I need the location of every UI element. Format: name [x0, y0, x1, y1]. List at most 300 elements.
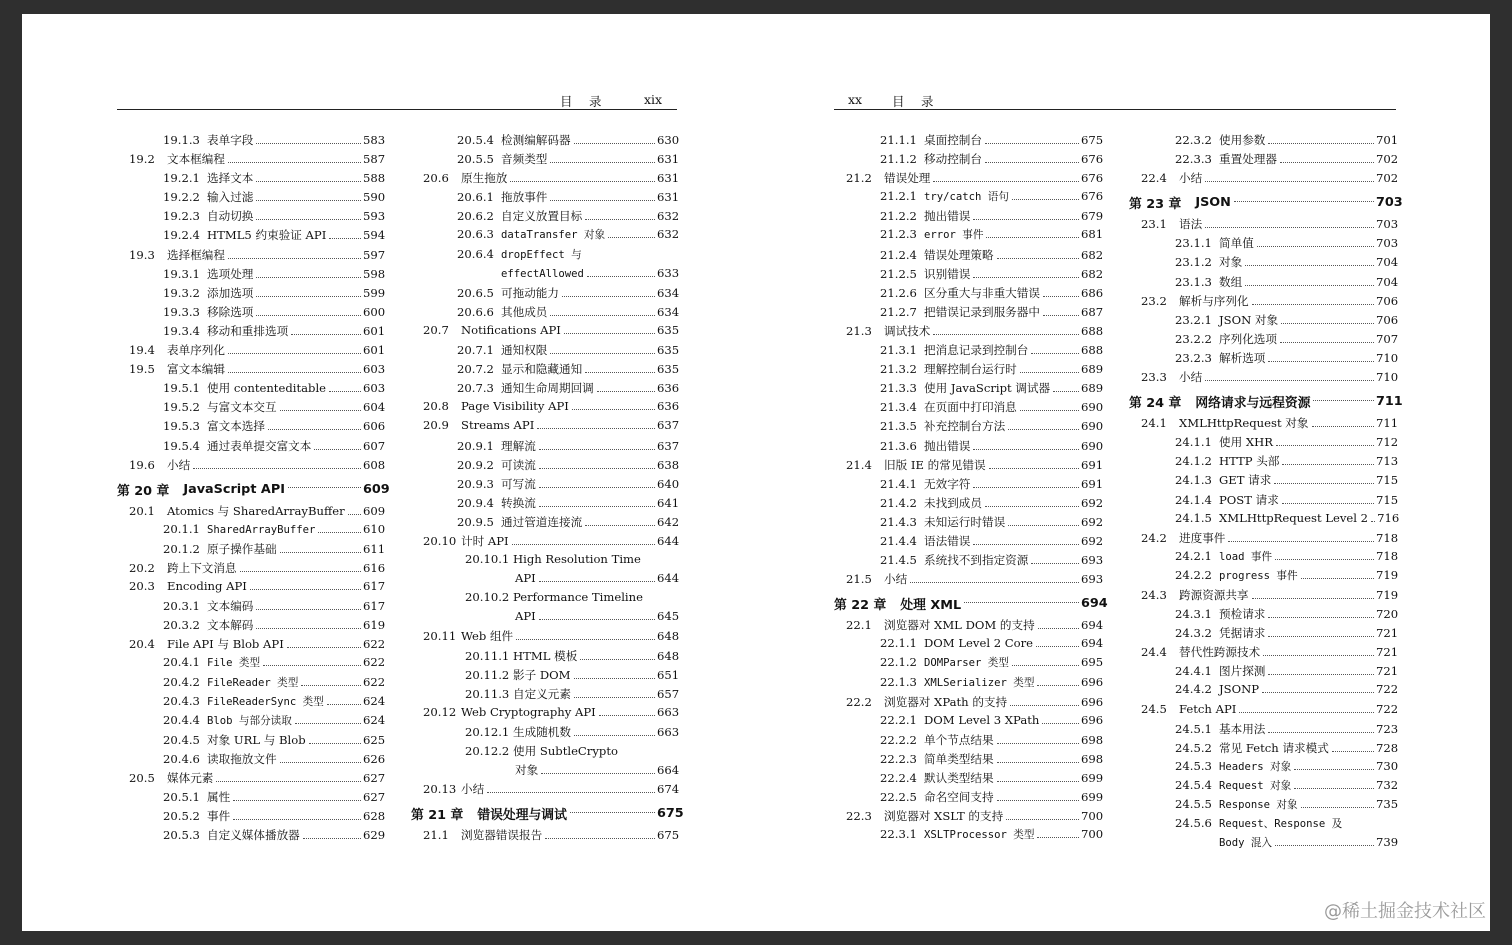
entry-title: 理解流 [501, 438, 536, 453]
subsection-entry[interactable] [834, 361, 1104, 380]
section-entry[interactable] [1129, 644, 1399, 663]
subsection-entry[interactable] [834, 712, 1104, 732]
dot-leader [1282, 464, 1374, 465]
dot-leader [487, 792, 655, 793]
subsection-entry[interactable] [117, 617, 386, 636]
section-entry[interactable] [117, 636, 386, 655]
entry-number: 20.3.1 [163, 599, 200, 614]
subsection-entry[interactable] [117, 732, 386, 751]
section-entry[interactable] [834, 617, 1104, 636]
section-entry[interactable] [411, 628, 680, 647]
dot-leader [1332, 751, 1374, 752]
entry-number: 20.9.3 [457, 476, 494, 491]
subsection-entry[interactable] [117, 598, 386, 617]
subsection-entry[interactable] [834, 285, 1104, 304]
subsection-entry[interactable] [117, 170, 386, 189]
dot-leader [1234, 201, 1374, 202]
page-number: 617 [363, 579, 386, 594]
entry-number: 21.4.5 [880, 553, 917, 568]
entry-number: 19.2.3 [163, 209, 200, 224]
subsection-entry[interactable] [1129, 721, 1399, 740]
subsection-entry[interactable] [411, 762, 680, 781]
page-number: 635 [657, 343, 680, 358]
subsection-entry[interactable] [834, 495, 1104, 514]
subsection-entry[interactable] [1129, 625, 1399, 644]
subsection-entry[interactable] [834, 208, 1104, 227]
subsection-entry[interactable] [1129, 663, 1399, 682]
page-number: 629 [363, 828, 386, 843]
subsection-entry[interactable] [1129, 606, 1399, 625]
page-number: 675 [1081, 133, 1104, 147]
dot-leader [1280, 162, 1374, 163]
page-number: 638 [657, 457, 680, 472]
entry-title: Streams API [461, 418, 535, 433]
page-number: 706 [1376, 293, 1399, 308]
subsection-entry[interactable] [834, 827, 1104, 846]
section-entry[interactable] [1129, 587, 1399, 606]
dot-leader [973, 277, 1079, 278]
section-entry[interactable] [117, 503, 386, 522]
dot-leader [268, 429, 361, 430]
page-number: 648 [657, 648, 680, 663]
entry-title: 检测编解码器 [501, 133, 571, 147]
subsection-entry[interactable] [1129, 797, 1399, 816]
page-number: 735 [1376, 797, 1399, 811]
dot-leader [985, 506, 1079, 507]
subsection-entry[interactable] [1129, 567, 1399, 587]
entry-title: 理解控制台运行时 [924, 362, 1017, 377]
chapter-entry[interactable] [117, 476, 390, 503]
subsection-entry[interactable] [411, 667, 680, 686]
page-number: 689 [1081, 381, 1104, 396]
subsection-entry[interactable] [1129, 254, 1399, 273]
section-entry[interactable] [834, 170, 1104, 189]
entry-number: 21.2.4 [880, 247, 917, 262]
entry-title: 浏览器对 XML DOM 的支持 [884, 618, 1035, 633]
dot-leader [1282, 503, 1374, 504]
page-number: 704 [1376, 255, 1399, 270]
section-entry[interactable] [1129, 293, 1399, 312]
subsection-entry[interactable] [411, 724, 680, 743]
dot-leader [288, 487, 361, 488]
entry-number: 21.1 [423, 828, 449, 843]
section-entry[interactable] [411, 418, 680, 437]
dot-leader [1012, 665, 1079, 666]
dot-leader [933, 181, 1079, 182]
subsection-entry[interactable] [411, 189, 680, 208]
page-number: 713 [1376, 454, 1399, 469]
subsection-entry[interactable] [834, 476, 1104, 495]
entry-title: Body 混入 [1219, 837, 1273, 850]
section-entry[interactable] [411, 827, 680, 846]
subsection-entry[interactable] [1129, 453, 1399, 472]
entry-title: File API 与 Blob API [167, 637, 284, 652]
subsection-entry[interactable] [834, 533, 1104, 552]
entry-title: 小结 [167, 457, 191, 472]
page-number: 722 [1376, 701, 1399, 716]
subsection-entry[interactable] [411, 361, 680, 380]
subsection-entry[interactable] [1129, 151, 1399, 170]
subsection-entry[interactable] [834, 770, 1104, 789]
subsection-entry[interactable] [834, 751, 1104, 770]
dot-leader [280, 410, 361, 411]
section-entry[interactable] [1129, 170, 1399, 189]
subsection-entry[interactable] [411, 495, 680, 514]
subsection-entry[interactable] [1129, 492, 1399, 511]
entry-number: 21.2.1 [880, 189, 917, 204]
subsection-entry[interactable] [834, 655, 1104, 674]
subsection-entry[interactable] [117, 751, 386, 770]
subsection-entry[interactable] [834, 151, 1104, 170]
subsection-entry[interactable] [834, 418, 1104, 437]
subsection-entry[interactable] [117, 789, 386, 808]
entry-number: 21.3.3 [880, 381, 917, 396]
subsection-entry[interactable] [1129, 350, 1399, 369]
subsection-entry[interactable] [834, 732, 1104, 751]
page-number: 583 [363, 133, 386, 147]
page-number: 720 [1376, 607, 1399, 622]
subsection-entry[interactable] [1129, 835, 1399, 854]
entry-title: dropEffect 与 [501, 248, 582, 261]
section-entry[interactable] [117, 579, 386, 598]
entry-title: Atomics 与 SharedArrayBuffer [167, 503, 345, 518]
dot-leader [1043, 296, 1079, 297]
subsection-entry[interactable] [411, 380, 680, 399]
subsection-entry[interactable] [117, 380, 386, 399]
subsection-entry[interactable] [117, 189, 386, 208]
dot-leader [550, 200, 655, 201]
section-entry[interactable] [1129, 701, 1399, 721]
subsection-entry[interactable] [117, 285, 386, 304]
section-entry[interactable] [411, 322, 680, 342]
entry-number: 21.3.1 [880, 343, 917, 358]
page-number: 637 [657, 438, 680, 453]
chapter-entry[interactable] [834, 590, 1108, 617]
subsection-entry[interactable] [834, 266, 1104, 285]
subsection-entry[interactable] [117, 693, 386, 713]
entry-number: 第 20 章 [117, 483, 170, 499]
dot-leader [256, 628, 361, 629]
entry-number: 24.1.5 [1175, 510, 1212, 525]
section-entry[interactable] [411, 533, 680, 552]
dot-leader [1263, 655, 1374, 656]
dot-leader [1301, 807, 1374, 808]
section-entry[interactable] [411, 781, 680, 800]
section-entry[interactable] [117, 560, 386, 579]
entry-title: Encoding API [167, 579, 247, 594]
subsection-entry[interactable] [834, 514, 1104, 533]
subsection-entry[interactable] [411, 285, 680, 304]
subsection-entry[interactable] [411, 247, 677, 266]
section-entry[interactable] [834, 323, 1104, 342]
page-number: 601 [363, 343, 386, 358]
subsection-entry[interactable] [1129, 740, 1399, 759]
entry-title: 富文本选择 [207, 419, 265, 434]
entry-title: 原子操作基础 [207, 541, 277, 556]
dot-leader [1228, 541, 1374, 542]
subsection-entry[interactable] [834, 227, 1104, 246]
entry-title: 补充控制台方法 [924, 419, 1006, 434]
subsection-entry[interactable] [834, 304, 1104, 323]
subsection-entry[interactable] [117, 827, 386, 846]
entry-title: 使用 XHR [1219, 435, 1273, 450]
section-entry[interactable] [117, 770, 386, 789]
page-number: 608 [363, 457, 386, 472]
section-entry[interactable] [411, 399, 680, 418]
dot-leader [1268, 636, 1374, 637]
dot-leader [973, 544, 1079, 545]
toc-column-3 [834, 132, 1108, 846]
dot-leader [1280, 342, 1374, 343]
subsection-entry[interactable] [117, 399, 386, 418]
subsection-entry[interactable] [117, 304, 386, 323]
entry-number: 24.4.1 [1175, 664, 1212, 679]
subsection-entry[interactable] [411, 227, 680, 246]
page-number: 640 [657, 476, 680, 491]
dot-leader [1036, 646, 1079, 647]
subsection-entry[interactable] [834, 342, 1104, 361]
page-number: 617 [363, 599, 386, 614]
subsection-entry[interactable] [411, 609, 680, 628]
page-number: 690 [1081, 438, 1104, 453]
page-number: 676 [1081, 189, 1104, 204]
chapter-entry[interactable] [1129, 388, 1403, 415]
subsection-entry[interactable] [411, 686, 680, 705]
entry-number: 19.2.4 [163, 228, 200, 243]
entry-number: 20.11.3 [465, 686, 510, 701]
subsection-entry[interactable] [834, 189, 1104, 208]
entry-number: 24.5 [1141, 701, 1167, 716]
entry-number: 23.1 [1141, 217, 1167, 232]
entry-title: 可读流 [501, 457, 536, 472]
subsection-entry[interactable] [1129, 816, 1396, 835]
section-entry[interactable] [117, 247, 386, 266]
entry-title: 拖放事件 [501, 190, 548, 205]
entry-title: 区分重大与非重大错误 [924, 285, 1040, 300]
entry-number: 24.5.2 [1175, 740, 1212, 755]
section-entry[interactable] [834, 457, 1104, 476]
dot-leader [550, 315, 655, 316]
subsection-entry[interactable] [834, 789, 1104, 808]
subsection-entry[interactable] [834, 438, 1104, 457]
subsection-entry[interactable] [411, 342, 680, 361]
dot-leader [1301, 578, 1374, 579]
entry-title: Request 对象 [1219, 779, 1292, 792]
entry-title: 语法错误 [924, 533, 971, 548]
entry-number: 22.1.3 [880, 674, 917, 689]
entry-title: 浏览器对 XSLT 的支持 [884, 809, 1004, 824]
subsection-entry[interactable] [834, 674, 1104, 694]
dot-leader [1008, 429, 1079, 430]
entry-number: 20.1.1 [163, 521, 200, 536]
entry-title: XMLHttpRequest 对象 [1179, 416, 1309, 431]
dot-leader [228, 372, 361, 373]
subsection-entry[interactable] [411, 438, 680, 457]
subsection-entry[interactable] [1129, 548, 1399, 568]
subsection-entry[interactable] [1129, 331, 1399, 350]
subsection-entry[interactable] [411, 514, 680, 533]
entry-number: 24.5.6 [1175, 816, 1212, 831]
entry-number: 21.3 [846, 323, 872, 338]
entry-title: 对象 URL 与 Blob [207, 732, 306, 747]
entry-number: 19.1.3 [163, 133, 200, 147]
subsection-entry[interactable] [411, 648, 680, 667]
subsection-entry[interactable] [117, 227, 386, 246]
subsection-entry[interactable] [117, 323, 386, 342]
page-number: 693 [1081, 553, 1104, 568]
subsection-entry[interactable] [1129, 235, 1399, 254]
subsection-entry[interactable] [834, 636, 1104, 655]
section-entry[interactable] [1129, 216, 1399, 235]
subsection-entry[interactable] [1129, 777, 1399, 797]
section-entry[interactable] [117, 457, 386, 476]
entry-title: 错误处理 [884, 171, 931, 186]
subsection-entry[interactable] [834, 132, 1104, 151]
entry-title: XMLHttpRequest Level 2 [1219, 510, 1369, 525]
entry-title: JSONP [1219, 682, 1260, 697]
page-number: 696 [1081, 712, 1104, 727]
entry-title: HTML 模板 [513, 648, 578, 663]
entry-title: 自动切换 [207, 209, 254, 224]
page-number: 715 [1376, 492, 1399, 507]
subsection-entry[interactable] [1129, 510, 1400, 530]
subsection-entry[interactable] [834, 380, 1104, 399]
entry-number: 22.1 [846, 618, 872, 633]
subsection-entry[interactable] [117, 712, 386, 732]
entry-number: 22.3.3 [1175, 152, 1212, 167]
entry-title: HTML5 约束验证 API [207, 228, 327, 243]
subsection-entry[interactable] [411, 457, 680, 476]
dot-leader [1252, 598, 1374, 599]
subsection-entry[interactable] [834, 552, 1104, 571]
entry-title: 进度事件 [1179, 530, 1226, 545]
page-number: 688 [1081, 323, 1104, 338]
subsection-entry[interactable] [834, 247, 1104, 266]
section-entry[interactable] [117, 342, 386, 361]
page-number: 634 [657, 304, 680, 319]
entry-title: 抛出错误 [924, 438, 971, 453]
subsection-entry[interactable] [117, 208, 386, 227]
entry-number: 22.2.4 [880, 771, 917, 785]
entry-title: 小结 [1179, 171, 1203, 186]
subsection-entry[interactable] [117, 655, 386, 674]
subsection-entry[interactable] [411, 208, 680, 227]
dot-leader [1252, 304, 1374, 305]
dot-leader [1262, 692, 1374, 693]
entry-title: DOM Level 2 Core [924, 636, 1034, 651]
entry-title: 原生拖放 [461, 171, 508, 186]
section-entry[interactable] [117, 361, 386, 380]
page-number: 704 [1376, 274, 1399, 289]
section-entry[interactable] [411, 704, 680, 724]
entry-number: 22.2.5 [880, 790, 917, 805]
dot-leader [1294, 769, 1374, 770]
page-number: 599 [363, 285, 386, 300]
dot-leader [1020, 410, 1079, 411]
entry-title: 图片探测 [1219, 664, 1266, 679]
subsection-entry[interactable] [411, 132, 680, 151]
subsection-entry[interactable] [117, 438, 386, 457]
page-number: 695 [1081, 655, 1104, 670]
dot-leader [585, 525, 655, 526]
entry-number: 23.3 [1141, 370, 1167, 385]
dot-leader [973, 219, 1079, 220]
chapter-entry[interactable] [411, 800, 684, 827]
subsection-entry[interactable] [1129, 274, 1399, 293]
entry-number: 第 23 章 [1129, 197, 1182, 213]
subsection-entry[interactable] [1129, 132, 1399, 151]
page-number: 619 [363, 618, 386, 633]
section-entry[interactable] [1129, 369, 1399, 388]
entry-number: 21.4 [846, 457, 872, 472]
dot-leader [997, 800, 1079, 801]
toc-column-1 [117, 132, 390, 846]
entry-title: Performance Timeline [513, 590, 643, 605]
subsection-entry[interactable] [117, 808, 386, 827]
section-entry[interactable] [411, 170, 680, 189]
entry-number: 24.2.1 [1175, 548, 1212, 563]
page-number: 642 [657, 514, 680, 529]
subsection-entry[interactable] [411, 265, 680, 285]
subsection-entry[interactable] [411, 476, 680, 495]
entry-number: 21.4.4 [880, 533, 917, 548]
subsection-entry[interactable] [117, 418, 386, 437]
subsection-entry[interactable] [411, 743, 677, 762]
section-entry[interactable] [834, 694, 1104, 713]
entry-number: 19.6 [129, 457, 155, 472]
entry-title: 文本解码 [207, 618, 254, 633]
section-entry[interactable] [1129, 530, 1399, 549]
subsection-entry[interactable] [411, 304, 680, 323]
subsection-entry[interactable] [117, 521, 386, 541]
subsection-entry[interactable] [1129, 312, 1399, 331]
subsection-entry[interactable] [117, 266, 386, 285]
subsection-entry[interactable] [411, 590, 677, 609]
subsection-entry[interactable] [834, 399, 1104, 418]
subsection-entry[interactable] [117, 674, 386, 694]
chapter-entry[interactable] [1129, 189, 1403, 216]
section-entry[interactable] [1129, 415, 1399, 434]
dot-leader [910, 582, 1079, 583]
entry-number: 21.1.2 [880, 152, 917, 167]
subsection-entry[interactable] [1129, 682, 1399, 701]
subsection-entry[interactable] [1129, 758, 1399, 778]
subsection-entry[interactable] [411, 552, 677, 571]
dot-leader [599, 715, 655, 716]
entry-number: 20.1 [129, 503, 155, 518]
subsection-entry[interactable] [411, 571, 680, 590]
dot-leader [280, 552, 361, 553]
page-number: 675 [657, 806, 684, 822]
subsection-entry[interactable] [117, 541, 386, 560]
section-entry[interactable] [834, 571, 1104, 590]
page-number: 609 [363, 503, 386, 518]
dot-leader [1205, 227, 1374, 228]
entry-title: 简单值 [1219, 236, 1254, 251]
subsection-entry[interactable] [117, 132, 386, 151]
section-entry[interactable] [117, 151, 386, 170]
page-number: 622 [363, 655, 386, 670]
entry-title: 小结 [1179, 370, 1203, 385]
entry-number: 21.2 [846, 171, 872, 186]
subsection-entry[interactable] [1129, 434, 1399, 453]
entry-number: 22.3.2 [1175, 133, 1212, 147]
right-header-page: xx [848, 92, 863, 107]
subsection-entry[interactable] [1129, 472, 1399, 491]
subsection-entry[interactable] [411, 151, 680, 170]
section-entry[interactable] [834, 808, 1104, 827]
entry-title: Fetch API [1179, 701, 1237, 716]
